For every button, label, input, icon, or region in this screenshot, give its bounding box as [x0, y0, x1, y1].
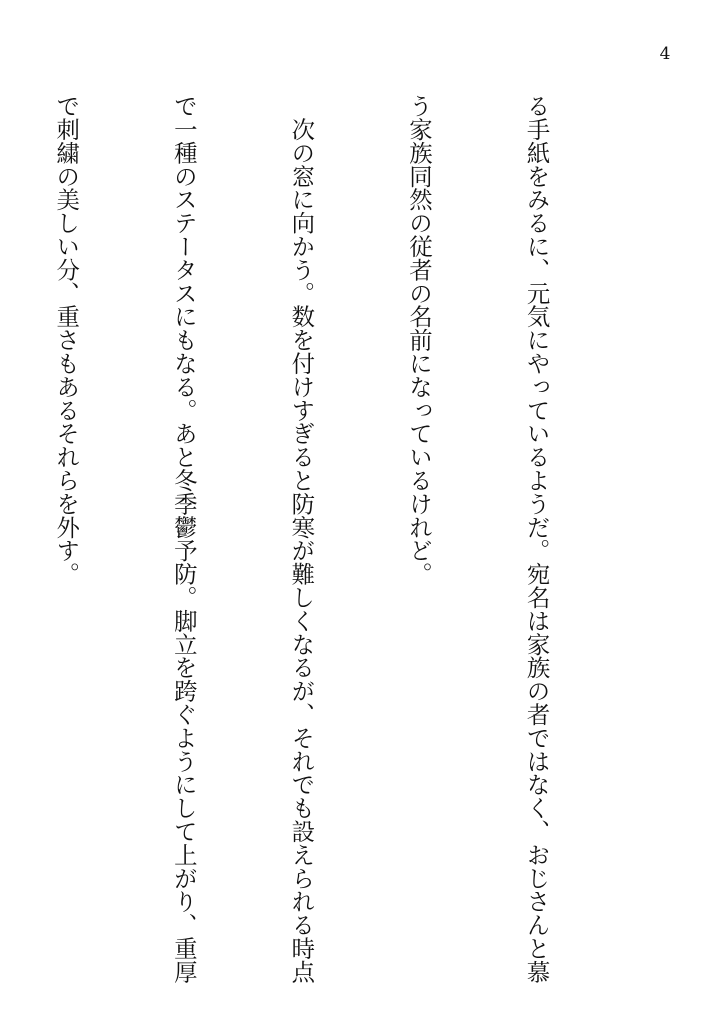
text-line: 次の窓に向かう。数を付けすぎると防寒が難しくなるが、それでも設えられる時点: [287, 94, 316, 984]
text-line: で刺繍の美しい分、重さもあるそれらを外す。: [52, 94, 81, 586]
text-line: う家族同然の従者の名前になっているけれど。: [404, 94, 433, 586]
vertical-text-body: [52, 94, 634, 984]
text-line: る手紙をみるに、元気にやっているようだ。宛名は家族の者ではなく、おじさんと慕: [522, 94, 551, 984]
page-number: 4: [659, 44, 671, 64]
text-line: で一種のステータスにもなる。あと冬季鬱予防。脚立を跨ぐようにして上がり、重厚: [169, 94, 198, 984]
